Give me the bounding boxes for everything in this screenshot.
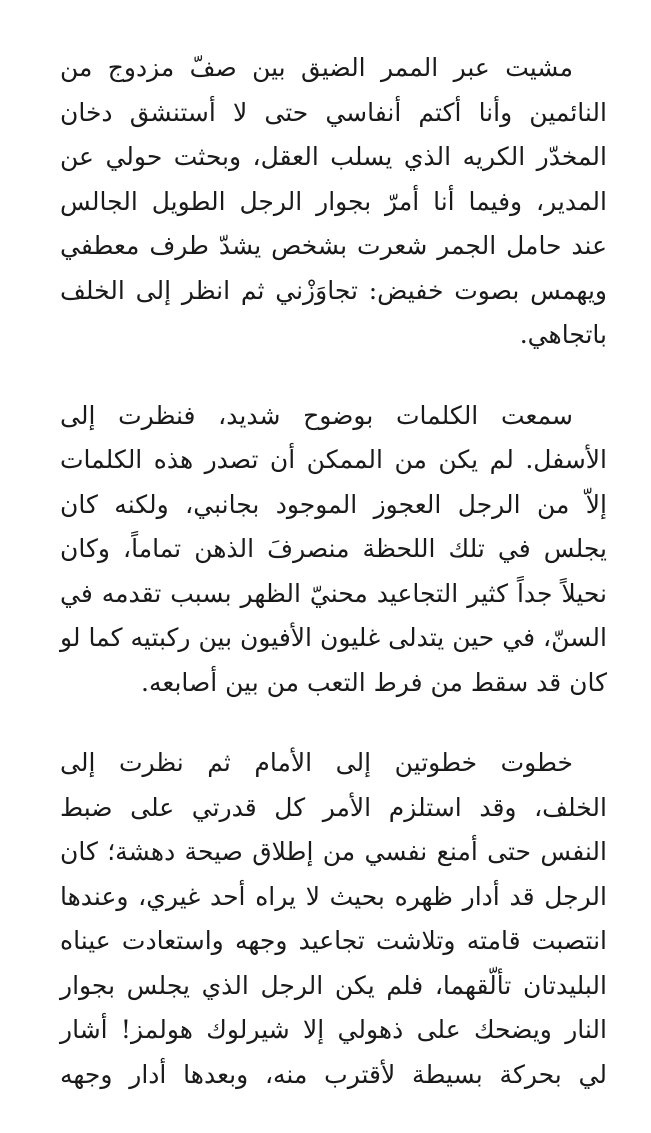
text-line: ويهمس بصوت خفيض: تجاوَزْني ثم انظر إلى الخلف bbox=[60, 275, 607, 305]
text-line: المدير، وفيما أنا أمرّ بجوار الرجل الطويل الجالس bbox=[60, 186, 607, 216]
text-line: باتجاهي. bbox=[519, 320, 607, 349]
text-line: يجلس في تلك اللحظة منصرفَ الذهن تماماً، وكان bbox=[60, 534, 607, 563]
text-line: النائمين وأنا أكتم أنفاسي حتى لا أستنشق دخان bbox=[60, 97, 607, 127]
paragraph bbox=[60, 394, 607, 706]
text-line: الخلف، وقد استلزم الأمر كل قدرتي على ضبط bbox=[60, 792, 607, 822]
text-line: الأسفل. لم يكن من الممكن أن تصدر هذه الكلمات bbox=[60, 445, 607, 474]
book-page bbox=[60, 46, 607, 1133]
text-line: انتصبت قامته وتلاشت تجاعيد وجهه واستعادت عيناه bbox=[60, 926, 607, 955]
text-line: النار ويضحك على ذهولي إلا شيرلوك هولمز! أشار bbox=[60, 1015, 607, 1044]
paragraph bbox=[60, 46, 607, 358]
text-line: سمعت الكلمات بوضوح شديد، فنظرت إلى bbox=[60, 400, 573, 430]
text-line: السنّ، في حين يتدلى غليون الأفيون بين ركبتيه كما لو bbox=[60, 623, 607, 652]
text-line: الرجل قد أدار ظهره بحيث لا يراه أحد غيري، وعندها bbox=[60, 881, 607, 911]
text-line: النفس حتى أمنع نفسي من إطلاق صيحة دهشة؛ كان bbox=[60, 837, 607, 866]
text-line: المخدّر الكريه الذي يسلب العقل، وبحثت حولي عن bbox=[60, 142, 607, 171]
text-line: مشيت عبر الممر الضيق بين صفّ مزدوج من bbox=[60, 53, 573, 82]
text-line: البليدتان تألّقهما، فلم يكن الرجل الذي يجلس بجوار bbox=[60, 970, 607, 1000]
text-line: لي بحركة بسيطة لأقترب منه، وبعدها أدار وجهه bbox=[60, 1059, 607, 1089]
text-line: إلاّ من الرجل العجوز الموجود بجانبي، ولكنه كان bbox=[60, 489, 607, 519]
paragraph bbox=[60, 741, 607, 1097]
text-line: نحيلاً جداً كثير التجاعيد محنيّ الظهر بسبب تقدمه في bbox=[60, 578, 607, 608]
text-line: كان قد سقط من فرط التعب من بين أصابعه. bbox=[141, 667, 607, 697]
text-line: خطوت خطوتين إلى الأمام ثم نظرت إلى bbox=[60, 748, 573, 777]
text-line: عند حامل الجمر شعرت بشخص يشدّ طرف معطفي bbox=[60, 231, 607, 260]
